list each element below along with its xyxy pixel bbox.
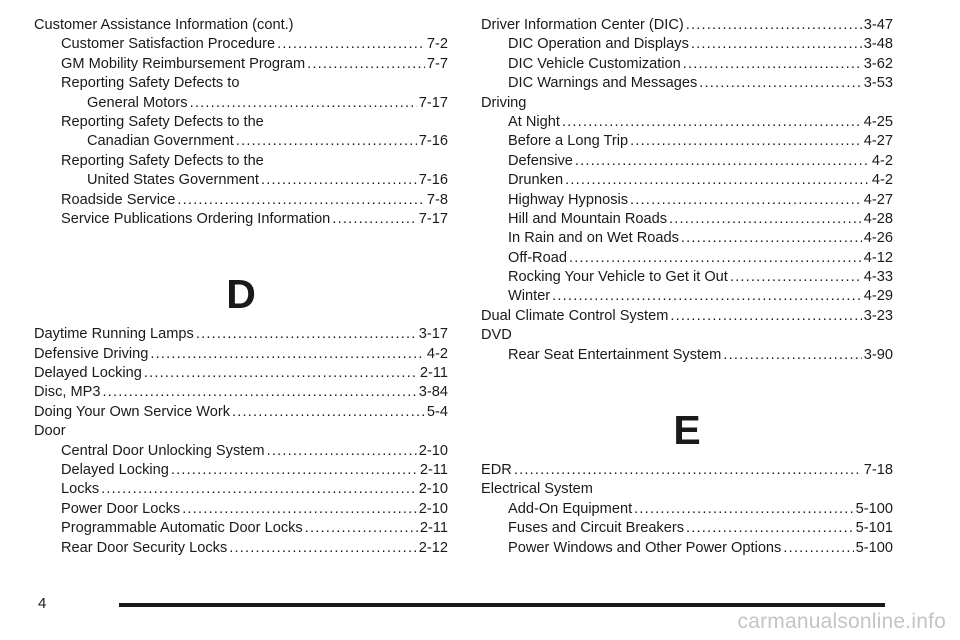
index-entry[interactable] [481,480,893,499]
index-entry-page[interactable]: 4-2 [426,345,448,362]
index-entry-text: Power Windows and Other Power Options [508,539,782,556]
dot-leader [267,442,417,461]
index-entry-text: Fuses and Circuit Breakers [508,520,685,537]
index-entry-page[interactable]: 2-10 [418,500,448,517]
index-entry-page[interactable]: 5-100 [855,500,893,517]
dot-leader [232,403,425,422]
index-entry-text: Dual Climate Control System [481,307,669,324]
dot-leader [699,74,862,93]
index-entry-page[interactable]: 2-12 [418,539,448,556]
index-entry[interactable] [34,325,448,344]
dot-leader [686,16,862,35]
index-entry-page[interactable]: 2-11 [419,365,448,382]
index-entry-text: Doing Your Own Service Work [34,403,231,420]
index-entry-page[interactable]: 2-10 [418,481,448,498]
index-entry-page[interactable]: 4-28 [863,210,893,227]
index-entry-text: Reporting Safety Defects to the [61,113,264,130]
dot-leader [177,191,425,210]
section-spacer [481,365,893,394]
dot-leader [277,35,425,54]
index-entry[interactable] [481,500,893,519]
index-entry[interactable] [34,519,448,538]
index-entry[interactable] [481,113,893,132]
dot-leader [101,480,417,499]
index-entry-page[interactable]: 7-8 [426,191,448,208]
index-entry[interactable] [481,16,893,35]
index-entry-page[interactable]: 4-27 [863,191,893,208]
index-column-right [481,16,893,558]
index-entry-text: Defensive [508,152,573,169]
dot-leader [730,268,862,287]
index-entry[interactable] [34,152,448,171]
index-entry[interactable] [34,113,448,132]
index-entry-page[interactable]: 7-18 [863,462,893,479]
index-entry-text: In Rain and on Wet Roads [508,230,679,247]
index-entry[interactable] [34,191,448,210]
index-entry[interactable] [34,35,448,54]
index-entry-page[interactable]: 4-26 [863,230,893,247]
index-entry-text: DIC Vehicle Customization [508,55,681,72]
dot-leader [150,345,425,364]
index-entry-text: United States Government [87,172,259,189]
dot-leader [236,132,417,151]
index-entry-page[interactable]: 3-90 [863,346,893,363]
index-entry[interactable] [481,249,893,268]
index-entry-text: Highway Hypnosis [508,191,629,208]
dot-leader [196,325,417,344]
index-entry-text: Delayed Locking [34,365,142,382]
index-entry-page[interactable]: 3-62 [863,55,893,72]
dot-leader [630,191,862,210]
dot-leader [691,35,862,54]
dot-leader [305,519,418,538]
index-entry-page[interactable]: 3-23 [863,307,893,324]
index-entry[interactable] [34,500,448,519]
index-entry-text: Locks [61,481,100,498]
index-entry-text: Central Door Unlocking System [61,442,265,459]
index-entry-text: Rear Door Security Locks [61,539,228,556]
dot-leader [575,152,870,171]
section-letter: D [226,271,256,318]
index-entry-text: Daytime Running Lamps [34,326,194,343]
index-entry-text: Off-Road [508,249,567,266]
index-entry[interactable] [34,16,448,35]
watermark: carmanualsonline.info [737,610,946,633]
index-entry[interactable] [481,287,893,306]
index-entry[interactable] [481,74,893,93]
dot-leader [552,287,862,306]
index-entry[interactable] [34,132,448,151]
dot-leader [229,539,417,558]
index-entry-text: Defensive Driving [34,345,149,362]
index-entry-text: Drunken [508,172,564,189]
index-entry-page[interactable]: 7-16 [418,133,448,150]
index-entry[interactable] [34,383,448,402]
index-entry[interactable] [481,539,893,558]
index-entry-text: Service Publications Ordering Information [61,210,331,227]
index-entry[interactable] [34,364,448,383]
index-entry-text: Driving [481,94,527,111]
index-entry[interactable] [34,442,448,461]
index-entry[interactable] [34,539,448,558]
index-entry-page[interactable]: 5-100 [855,539,893,556]
index-entry-text: Add-On Equipment [508,500,633,517]
index-entry[interactable] [481,55,893,74]
index-entry-page[interactable]: 7-7 [426,55,448,72]
dot-leader [182,500,417,519]
index-entry-text: Rear Seat Entertainment System [508,346,722,363]
index-entry[interactable] [481,35,893,54]
index-entry[interactable] [34,461,448,480]
dot-leader [565,171,870,190]
index-entry-page[interactable]: 4-2 [871,172,893,189]
index-entry[interactable] [34,422,448,441]
index-entry-text: Door [34,423,66,440]
index-entry-text: Power Door Locks [61,500,181,517]
index-entry-page[interactable]: 7-17 [418,94,448,111]
index-entry-page[interactable]: 4-27 [863,133,893,150]
index-entry-page[interactable]: 3-47 [863,16,893,33]
index-entry[interactable] [481,171,893,190]
index-entry-page[interactable]: 7-2 [426,36,448,53]
index-entry-text: General Motors [87,94,188,111]
dot-leader [261,171,417,190]
index-entry-page[interactable]: 4-12 [863,249,893,266]
section-letter: E [673,407,701,454]
dot-leader [103,383,417,402]
index-entry-text: DIC Warnings and Messages [508,75,698,92]
index-entry[interactable] [481,326,893,345]
index-entry-text: Driver Information Center (DIC) [481,16,684,33]
dot-leader [683,55,862,74]
index-entry-text: Hill and Mountain Roads [508,210,667,227]
index-entry[interactable] [481,132,893,151]
index-entry-page[interactable]: 7-17 [418,210,448,227]
dot-leader [630,132,862,151]
index-entry-page[interactable]: 7-16 [418,172,448,189]
index-entry-page[interactable]: 2-11 [419,520,448,537]
index-entry[interactable] [34,403,448,422]
dot-leader [562,113,862,132]
index-entry[interactable] [481,152,893,171]
dot-leader [144,364,418,383]
index-entry-page[interactable]: 4-33 [863,269,893,286]
index-entry-page[interactable]: 2-11 [419,462,448,479]
index-column-left [34,16,448,558]
index-entry[interactable] [34,345,448,364]
index-entry[interactable] [481,346,893,365]
dot-leader [723,346,861,365]
dot-leader [681,229,862,248]
index-entry-text: Programmable Automatic Door Locks [61,520,303,537]
index-entry-text: DIC Operation and Displays [508,36,689,53]
index-entry-text: Electrical System [481,481,593,498]
index-entry-page[interactable]: 5-4 [426,403,448,420]
index-entry-page[interactable]: 5-101 [855,520,893,537]
footer-rule [119,603,885,607]
index-entry-page[interactable]: 2-10 [418,442,448,459]
dot-leader [669,210,862,229]
page-number: 4 [38,595,47,612]
index-entry-page[interactable]: 3-17 [418,326,448,343]
index-entry-text: EDR [481,462,512,479]
index-entry[interactable] [34,480,448,499]
index-entry-text: Reporting Safety Defects to the [61,152,264,169]
index-entry[interactable] [34,171,448,190]
index-entry[interactable] [481,191,893,210]
index-entry[interactable] [481,229,893,248]
index-entry-text: Reporting Safety Defects to [61,75,240,92]
index-entry-text: Canadian Government [87,133,234,150]
dot-leader [190,94,417,113]
dot-leader [634,500,854,519]
index-entry[interactable] [34,210,448,229]
index-entry-page[interactable]: 4-2 [871,152,893,169]
index-entry[interactable] [481,307,893,326]
dot-leader [569,249,862,268]
index-entry-text: Disc, MP3 [34,384,101,401]
index-entry[interactable] [34,74,448,93]
index-entry[interactable] [481,210,893,229]
index-entry[interactable] [34,55,448,74]
index-entry[interactable] [481,461,893,480]
index-entry-page[interactable]: 3-53 [863,75,893,92]
index-entry-text: At Night [508,113,560,130]
index-entry-text: GM Mobility Reimbursement Program [61,55,306,72]
index-entry-text: DVD [481,327,512,344]
index-entry-page[interactable]: 4-25 [863,113,893,130]
index-entry-text: Rocking Your Vehicle to Get it Out [508,269,728,286]
dot-leader [514,461,862,480]
index-entry-page[interactable]: 4-29 [863,288,893,305]
index-entry-page[interactable]: 3-48 [863,36,893,53]
dot-leader [686,519,854,538]
index-entry-text: Customer Assistance Information (cont.) [34,16,294,33]
index-entry[interactable] [481,94,893,113]
index-entry[interactable] [481,268,893,287]
dot-leader [307,55,425,74]
index-entry-text: Delayed Locking [61,462,169,479]
dot-leader [670,307,861,326]
dot-leader [332,210,416,229]
dot-leader [171,461,418,480]
dot-leader [783,539,853,558]
index-entry-text: Before a Long Trip [508,133,629,150]
index-entry-text: Winter [508,288,551,305]
index-entry-text: Customer Satisfaction Procedure [61,36,276,53]
index-entry-text: Roadside Service [61,191,176,208]
index-entry-page[interactable]: 3-84 [418,384,448,401]
index-entry[interactable] [34,94,448,113]
section-spacer [34,229,448,258]
index-entry[interactable] [481,519,893,538]
